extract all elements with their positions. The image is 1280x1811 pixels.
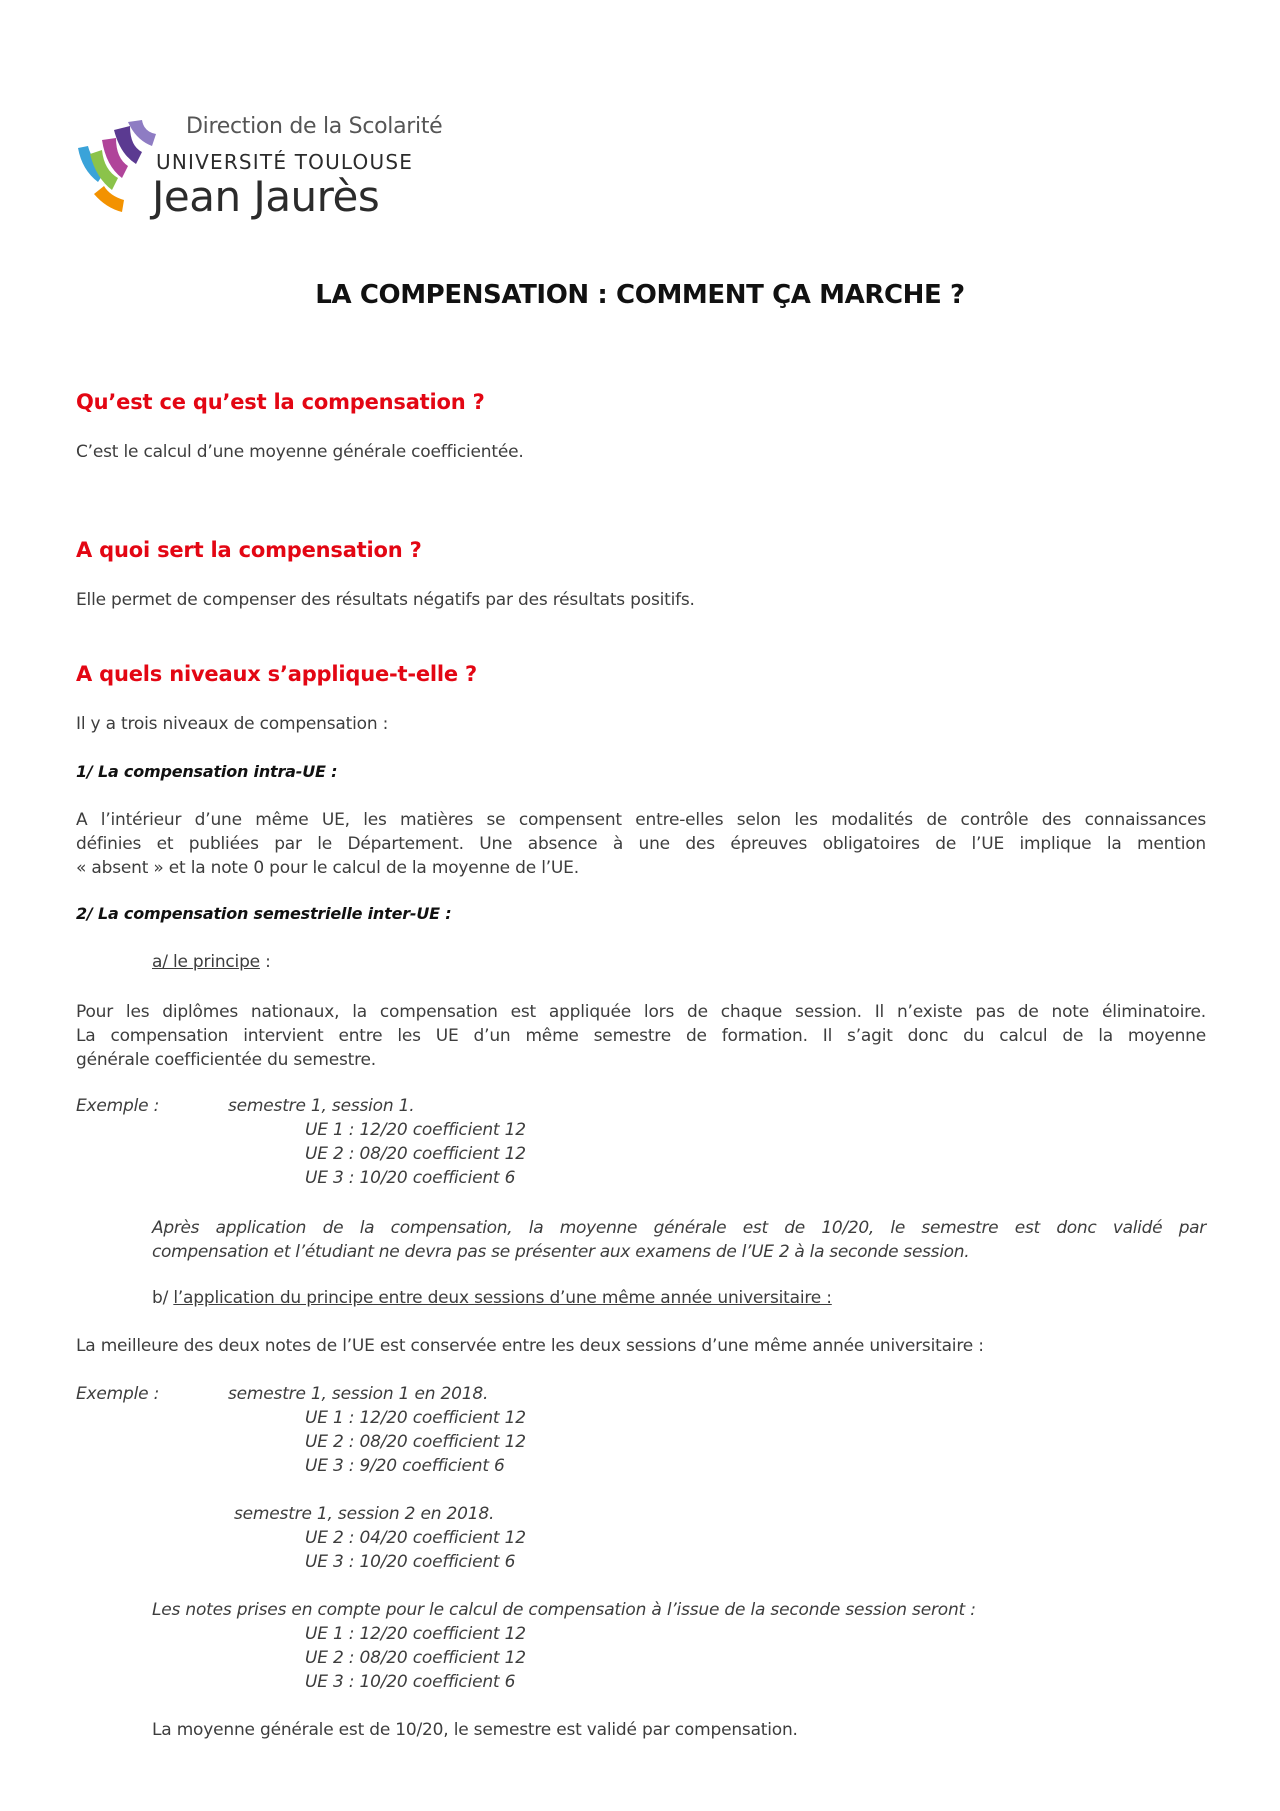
paragraph-line: compensation et l’étudiant ne devra pas se présenter aux examens de l’UE 2 à la seconde session. (152, 1242, 970, 1262)
paragraph-line: Pour les diplômes nationaux, la compensation est appliquée lors de chaque session. Il n’existe pas de note éliminatoire. (76, 1002, 1206, 1022)
inter-ue-title: 2/ La compensation semestrielle inter-UE : (76, 904, 452, 923)
example2-row: UE 2 : 08/20 coefficient 12 (305, 1432, 526, 1452)
example2-header1: semestre 1, session 1 en 2018. (228, 1384, 489, 1404)
university-logo (76, 112, 466, 222)
example2-row: UE 2 : 08/20 coefficient 12 (305, 1648, 526, 1668)
example2-row: UE 1 : 12/20 coefficient 12 (305, 1624, 526, 1644)
example2-row: UE 3 : 9/20 coefficient 6 (305, 1456, 505, 1476)
example2-retained-intro: Les notes prises en compte pour le calcul de compensation à l’issue de la seconde session seront : (152, 1600, 976, 1620)
example2-row: UE 1 : 12/20 coefficient 12 (305, 1408, 526, 1428)
principle-label: a/ le principe (152, 952, 260, 972)
section-heading-levels: A quels niveaux s’applique-t-elle ? (76, 662, 478, 686)
example2-row: UE 2 : 04/20 coefficient 12 (305, 1528, 526, 1548)
section-heading-purpose: A quoi sert la compensation ? (76, 538, 422, 562)
principle-colon: : (259, 952, 271, 972)
application-subheading (152, 1288, 832, 1308)
application-label: l’application du principe entre deux sessions d’une même année universitaire : (173, 1288, 832, 1308)
paragraph-line: définies et publiées par le Département. Une absence à une des épreuves obligatoires de l’UE implique la mention (76, 834, 1206, 854)
application-text: La meilleure des deux notes de l’UE est conservée entre les deux sessions d’une même année universitaire : (76, 1336, 984, 1356)
logo-university-text: UNIVERSITÉ TOULOUSE (156, 150, 414, 174)
page-title: LA COMPENSATION : COMMENT ÇA MARCHE ? (315, 280, 965, 310)
logo-name-text: Jean Jaurès (152, 172, 380, 221)
intra-ue-title: 1/ La compensation intra-UE : (76, 762, 338, 781)
example1-row: UE 2 : 08/20 coefficient 12 (305, 1144, 526, 1164)
principle-subheading (152, 952, 271, 972)
example2-row: UE 3 : 10/20 coefficient 6 (305, 1552, 516, 1572)
example2-row: UE 3 : 10/20 coefficient 6 (305, 1672, 516, 1692)
example1-header: semestre 1, session 1. (228, 1096, 415, 1116)
levels-intro: Il y a trois niveaux de compensation : (76, 714, 389, 734)
example1-conclusion (152, 1216, 1206, 1264)
example1-row: UE 3 : 10/20 coefficient 6 (305, 1168, 516, 1188)
paragraph-line: La compensation intervient entre les UE d’un même semestre de formation. Il s’agit donc du calcul de la moyenne (76, 1026, 1206, 1046)
logo-department-text: Direction de la Scolarité (186, 114, 443, 139)
paragraph-line: Après application de la compensation, la moyenne générale est de 10/20, le semestre est donc validé par (152, 1218, 1206, 1238)
paragraph-line: « absent » et la note 0 pour le calcul de la moyenne de l’UE. (76, 858, 579, 878)
example2-header2: semestre 1, session 2 en 2018. (234, 1504, 495, 1524)
section-heading-what: Qu’est ce qu’est la compensation ? (76, 390, 485, 414)
section-text-purpose: Elle permet de compenser des résultats négatifs par des résultats positifs. (76, 590, 695, 610)
paragraph-line: générale coefficientée du semestre. (76, 1050, 376, 1070)
example1-row: UE 1 : 12/20 coefficient 12 (305, 1120, 526, 1140)
section-text-what: C’est le calcul d’une moyenne générale coefficientée. (76, 442, 524, 462)
principle-paragraph (76, 1000, 1206, 1072)
intra-ue-paragraph (76, 808, 1206, 880)
example2-final: La moyenne générale est de 10/20, le semestre est validé par compensation. (152, 1720, 798, 1740)
application-prefix: b/ (152, 1288, 174, 1308)
example2-label: Exemple : (76, 1384, 160, 1404)
logo-mark-icon (76, 120, 156, 220)
example1-label: Exemple : (76, 1096, 160, 1116)
paragraph-line: A l’intérieur d’une même UE, les matières se compensent entre-elles selon les modalités de contrôle des connaissances (76, 810, 1206, 830)
